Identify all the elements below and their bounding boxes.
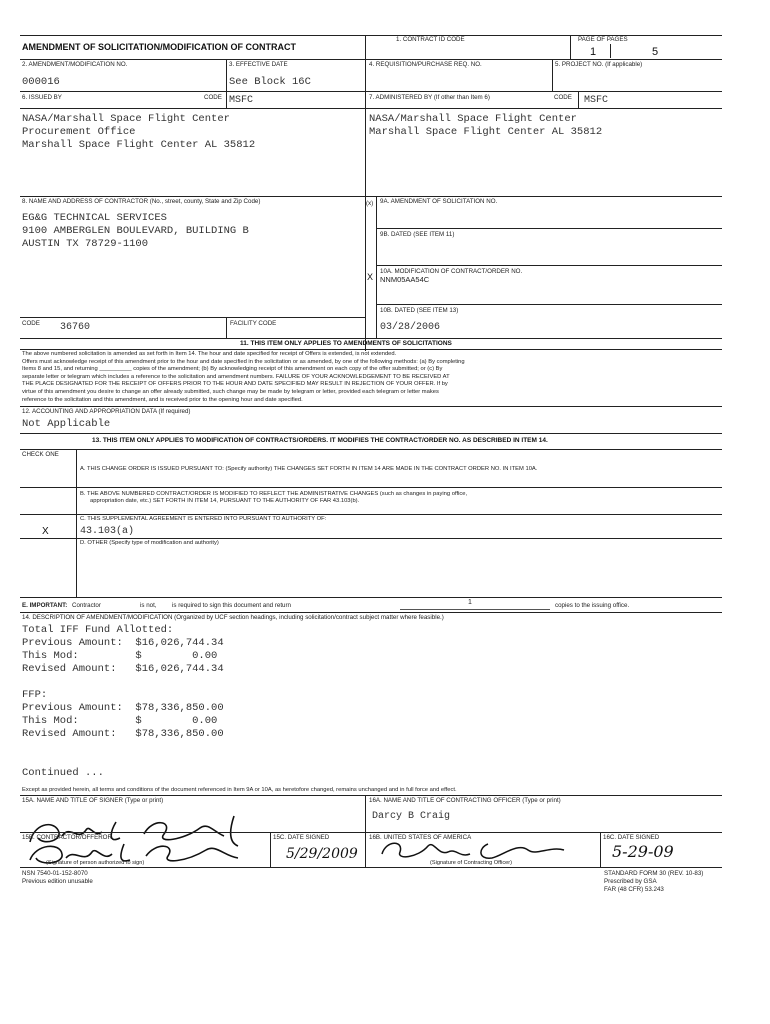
page-total: 5: [652, 46, 659, 58]
item13-b2: appropriation date, etc.) SET FORTH IN ITEM 14, PURSUANT TO THE AUTHORITY OF FAR 43.103(b).: [90, 498, 360, 504]
contractor-offeror-label: 15B. CONTRACTOR/OFFEROR: [22, 834, 112, 841]
description-line-1: Total IFF Fund Allotted:: [22, 624, 174, 636]
important-contractor: Contractor: [72, 602, 101, 609]
description-line-9: Revised Amount: $78,336,850.00: [22, 728, 224, 740]
dated-10b-label: 10B. DATED (SEE ITEM 13): [380, 307, 459, 314]
contractor-code: 36760: [60, 322, 91, 333]
administered-code: MSFC: [584, 95, 609, 106]
footer-far: FAR (48 CFR) 53.243: [604, 886, 664, 893]
dated-10b: 03/28/2006: [380, 322, 441, 333]
contracting-officer-label: 16A. NAME AND TITLE OF CONTRACTING OFFICER (Type or print): [369, 797, 561, 804]
item11-line-5: THE PLACE DESIGNATED FOR THE RECEIPT OF OFFERS PRIOR TO THE HOUR AND DATE SPECIFIED MAY RESULT IN REJECTION OF YOUR OFFER. If by: [22, 381, 448, 388]
amendment-no-label: 2. AMENDMENT/MODIFICATION NO.: [22, 61, 128, 68]
item13-c-value: 43.103(a): [80, 526, 135, 537]
contractor-line-3: AUSTIN TX 78729-1100: [22, 238, 149, 250]
administered-line-2: Marshall Space Flight Center AL 35812: [369, 126, 603, 138]
issued-by-label: 6. ISSUED BY: [22, 94, 62, 101]
amendment-no: 000016: [22, 76, 60, 88]
date-signed-16c-label: 16C. DATE SIGNED: [603, 834, 660, 841]
contractor-code-label: CODE: [22, 320, 40, 327]
description-line-12: Continued ...: [22, 767, 104, 779]
amendment-solicitation-label: 9A. AMENDMENT OF SOLICITATION NO.: [380, 198, 498, 205]
united-states-label: 16B. UNITED STATES OF AMERICA: [369, 834, 472, 841]
contractor-line-1: EG&G TECHNICAL SERVICES: [22, 212, 167, 224]
contracting-officer-name: Darcy B Craig: [372, 811, 451, 822]
date-signed-15c: 5/29/2009: [286, 846, 358, 862]
effective-date: See Block 16C: [229, 76, 311, 88]
description-line-7: Previous Amount: $78,336,850.00: [22, 702, 224, 714]
item11-line-4: separate letter or telegram which includes a reference to the solicitation and amendment numbers. FAILURE OF YOUR ACKNOWLEDGEMENT TO BE RECEIVED AT: [22, 373, 450, 380]
important-is-required: is required to sign this document and return: [172, 602, 292, 609]
administered-by-label: 7. ADMINISTERED BY (If other than Item 6): [369, 94, 490, 101]
description-line-4: Revised Amount: $16,026,744.34: [22, 663, 224, 675]
item13-a: A. THIS CHANGE ORDER IS ISSUED PURSUANT TO: (Specify authority) THE CHANGES SET FORTH IN ITEM 14 ARE MADE IN THE CONTRACT ORDER NO. IN ITEM 10A.: [80, 466, 538, 472]
contract-id-code-label: 1. CONTRACT ID CODE: [396, 36, 465, 43]
footer-nsn: NSN 7540-01-152-8070: [22, 870, 88, 877]
description-line-6: FFP:: [22, 689, 48, 701]
administered-code-label: CODE: [554, 94, 572, 101]
except-text: Except as provided herein, all terms and conditions of the document referenced in Item 9A or 10A, as heretofore changed, remains unchanged and in full force and effect.: [22, 787, 457, 793]
issued-by-code-label: CODE: [204, 94, 222, 101]
issued-by-line-2: Procurement Office: [22, 126, 136, 138]
modification-mark: X: [367, 272, 374, 282]
item11-line-2: Offers must acknowledge receipt of this amendment prior to the hour and date specified in the solicitation or as amended, by one of the following methods: (a) By completing: [22, 358, 465, 365]
footer-previous: Previous edition unusable: [22, 878, 93, 885]
requisition-no-label: 4. REQUISITION/PURCHASE REQ. NO.: [369, 61, 482, 68]
page-current: 1: [590, 46, 597, 58]
footer-standard-form: STANDARD FORM 30 (REV. 10-83): [604, 870, 704, 877]
item13-c-mark: X: [42, 526, 49, 537]
contractor-line-2: 9100 AMBERGLEN BOULEVARD, BUILDING B: [22, 225, 249, 237]
important-label: E. IMPORTANT:: [22, 602, 68, 609]
description-line-3: This Mod: $ 0.00: [22, 650, 218, 662]
accounting-label: 12. ACCOUNTING AND APPROPRIATION DATA (If required): [22, 408, 191, 415]
dated-9b-label: 9B. DATED (SEE ITEM 11): [380, 231, 455, 238]
modification-no-label: 10A. MODIFICATION OF CONTRACT/ORDER NO.: [380, 268, 523, 275]
footer-prescribed: Prescribed by GSA: [604, 878, 657, 885]
item11-title: 11. THIS ITEM ONLY APPLIES TO AMENDMENTS OF SOLICITATIONS: [240, 340, 452, 347]
item11-line-6: virtue of this amendment you desire to change an offer already submitted, such change may be made by telegram or letter, provided each telegram or letter makes: [22, 388, 439, 395]
issued-by-line-3: Marshall Space Flight Center AL 35812: [22, 139, 256, 151]
item11-line-1: The above numbered solicitation is amended as set forth in Item 14. The hour and date specified for receipt of Offers is extended, is not extended.: [22, 351, 397, 357]
item13-d: D. OTHER (Specify type of modification and authority): [80, 540, 219, 546]
date-signed-15c-label: 15C. DATE SIGNED: [273, 834, 330, 841]
page-label: PAGE OF PAGES: [578, 36, 628, 43]
description-line-8: This Mod: $ 0.00: [22, 715, 218, 727]
item11-line-3: Items 8 and 15, and returning __________ copies of the amendment; (b) By acknowledging receipt of this amendment on each copy of the offer submitted; or (c) By: [22, 366, 443, 373]
item11-line-7: reference to the solicitation and this amendment, and is received prior to the opening hour and date specified.: [22, 396, 303, 403]
effective-date-label: 3. EFFECTIVE DATE: [229, 61, 288, 68]
item13-b1: B. THE ABOVE NUMBERED CONTRACT/ORDER IS MODIFIED TO REFLECT THE ADMINISTRATIVE CHANGES (such as changes in paying office,: [80, 491, 468, 497]
co-sig-sub: (Signature of Contracting Officer): [430, 860, 512, 866]
description-label: 14. DESCRIPTION OF AMENDMENT/MODIFICATION (Organized by UCF section headings, including solicitation/contract subject matter where feasible.): [22, 614, 444, 621]
item13-title: 13. THIS ITEM ONLY APPLIES TO MODIFICATION OF CONTRACTS/ORDERS. IT MODIFIES THE CONTRACT/ORDER NO. AS DESCRIBED IN ITEM 14.: [92, 437, 548, 444]
important-is-not: is not,: [140, 602, 157, 609]
facility-code-label: FACILITY CODE: [230, 320, 277, 327]
important-tail: copies to the issuing office.: [555, 602, 630, 609]
date-signed-16c: 5-29-09: [612, 842, 674, 861]
form-title: AMENDMENT OF SOLICITATION/MODIFICATION OF CONTRACT: [22, 42, 296, 52]
contractor-sig-sub: (Signature of person authorized to sign): [46, 860, 145, 866]
important-copies: 1: [468, 599, 472, 606]
item11-text: [22, 351, 722, 404]
contractor-label: 8. NAME AND ADDRESS OF CONTRACTOR (No., street, county, State and Zip Code): [22, 198, 261, 205]
modification-no: NNM05AA54C: [380, 275, 430, 284]
amendment-mark-label: (x): [366, 200, 374, 207]
administered-line-1: NASA/Marshall Space Flight Center: [369, 113, 577, 125]
signer-name-label: 15A. NAME AND TITLE OF SIGNER (Type or print): [22, 797, 164, 804]
project-no-label: 5. PROJECT NO. (If applicable): [555, 61, 643, 68]
issued-by-code: MSFC: [229, 95, 254, 106]
issued-by-line-1: NASA/Marshall Space Flight Center: [22, 113, 230, 125]
check-one-label: CHECK ONE: [22, 451, 59, 458]
description-line-2: Previous Amount: $16,026,744.34: [22, 637, 224, 649]
accounting-value: Not Applicable: [22, 418, 111, 430]
item13-c: C. THIS SUPPLEMENTAL AGREEMENT IS ENTERED INTO PURSUANT TO AUTHORITY OF:: [80, 516, 327, 522]
